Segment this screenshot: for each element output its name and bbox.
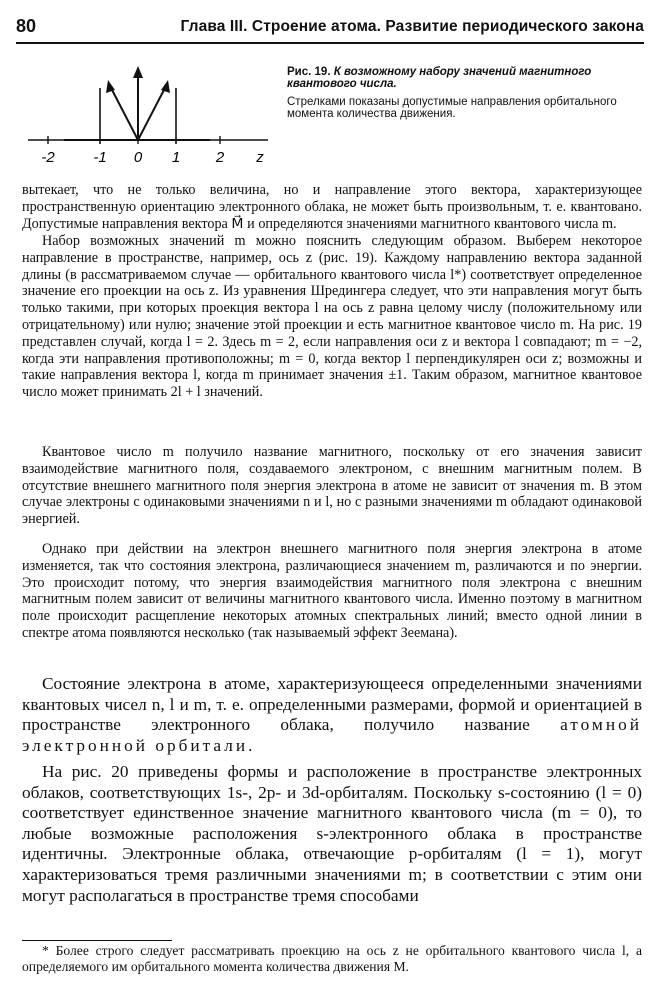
caption-number: Рис. 19. (287, 66, 331, 78)
arrow-m1 (110, 86, 138, 140)
footnote: * Более строго следует рассматривать проекцию на ось z не орбитального квантового числа l, а определяемого им орбитального момента количества движения M. (22, 943, 642, 974)
axis-label-z: z (256, 149, 264, 166)
footnote-divider (22, 940, 172, 941)
figure-caption (287, 66, 642, 120)
figure-quantum-directions (20, 58, 275, 183)
arrow-p1 (138, 86, 166, 140)
paragraph-orbital-shapes: На рис. 20 приведены формы и расположение в пространстве электронных облаков, соответствующих 1s-, 2p- и 3d-орбиталям. Поскольку s-состоянию (l = 0) соответствует единственное значение магнитного квантового числа (m = 0), то любые возможные расположения s-электронного облака в пространстве идентичны. Электронные облака, отвечающие p-орбиталям (l = 1), могут характеризоваться тремя различными значениями m; в соответствии с этим они могут располагаться в пространстве тремя способами (22, 762, 642, 905)
orbital-term: атомной электронной орбитали. (22, 715, 643, 755)
axis-label-m1: -1 (93, 149, 107, 166)
paragraph-zeeman: Однако при действии на электрон внешнего магнитного поля энергия электрона в атоме изменяется, так что состояния электрона, различающиеся значением m, различаются и по энергии. Это происходит потому, что энергия взаимодействия магнитного поля электрона с внешним магнитным полем зависит от величины магнитного квантового числа. Именно поэтому в магнитном поле происходит расщепление некоторых атомных спектральных линий; вместо одной линии в спектре атома появляются несколько (так называемый эффект Зеемана). (22, 541, 642, 641)
paragraph-orbital-definition (22, 674, 642, 756)
caption-title (287, 66, 642, 90)
paragraph-continuation: вытекает, что не только величина, но и направление этого вектора, характеризующее пространственную ориентацию электронного облака, не может быть произвольным, т. е. квантовано. Допустимые направления вектора M⃗ и определяются значениями магнитного квантового числа m. (22, 182, 642, 232)
axis-label-p2: 2 (215, 149, 225, 166)
axis-label-0: 0 (133, 149, 143, 166)
caption-text: Стрелками показаны допустимые направления орбитального момента количества движения. (287, 96, 617, 120)
caption-title-text: К возможному набору значений магнитного квантового числа. (287, 66, 592, 90)
paragraph-m-values: Набор возможных значений m можно пояснить следующим образом. Выберем некоторое направление в пространстве, например, ось z (рис. 19). Каждому направлению вектора заданной длины (в рассматриваемом случае — орбитального квантового числа l*) соответствует определенное значение его проекции на ось z. Из уравнения Шредингера следует, что эти направления могут быть только такими, при которых проекция вектора l на ось z равна целому числу (положительному или отрицательному) или нулю; значение этой проекции и есть магнитное квантовое число m. На рис. 19 представлен случай, когда l = 2. Здесь m = 2, если направления оси z и вектора l совпадают; m = −2, когда эти направления противоположны; m = 0, когда вектор l перпендикулярен оси z; возможны и такие направления вектора l, когда m принимает значения ±1. Таким образом, магнитное квантовое число может принимать 2l + l значений. (22, 233, 642, 401)
axis-label-p1: 1 (171, 149, 181, 166)
paragraph-magnetic-name: Квантовое число m получило название магнитного, поскольку от его значения зависит взаимодействие магнитного поля, создаваемого электроном, с внешним магнитным полем. В отсутствие внешнего магнитного поля энергия электрона в атоме не зависит от значения m. В этом случае электроны с одинаковыми значениями n и l, но с разными значениями m обладают одинаковой энергией. (22, 444, 642, 528)
page-header (16, 12, 644, 44)
arrowhead-0 (133, 66, 143, 78)
axis-label-m2: -2 (41, 149, 55, 166)
page-number: 80 (16, 16, 37, 36)
orbital-definition-text: Состояние электрона в атоме, характеризующееся определенными значениями квантовых чисел n, l и m, т. е. определенными размерами, формой и ориентацией в пространстве электронного облака, получило название (22, 674, 642, 735)
chapter-title: Глава III. Строение атома. Развитие периодического закона (180, 18, 644, 35)
